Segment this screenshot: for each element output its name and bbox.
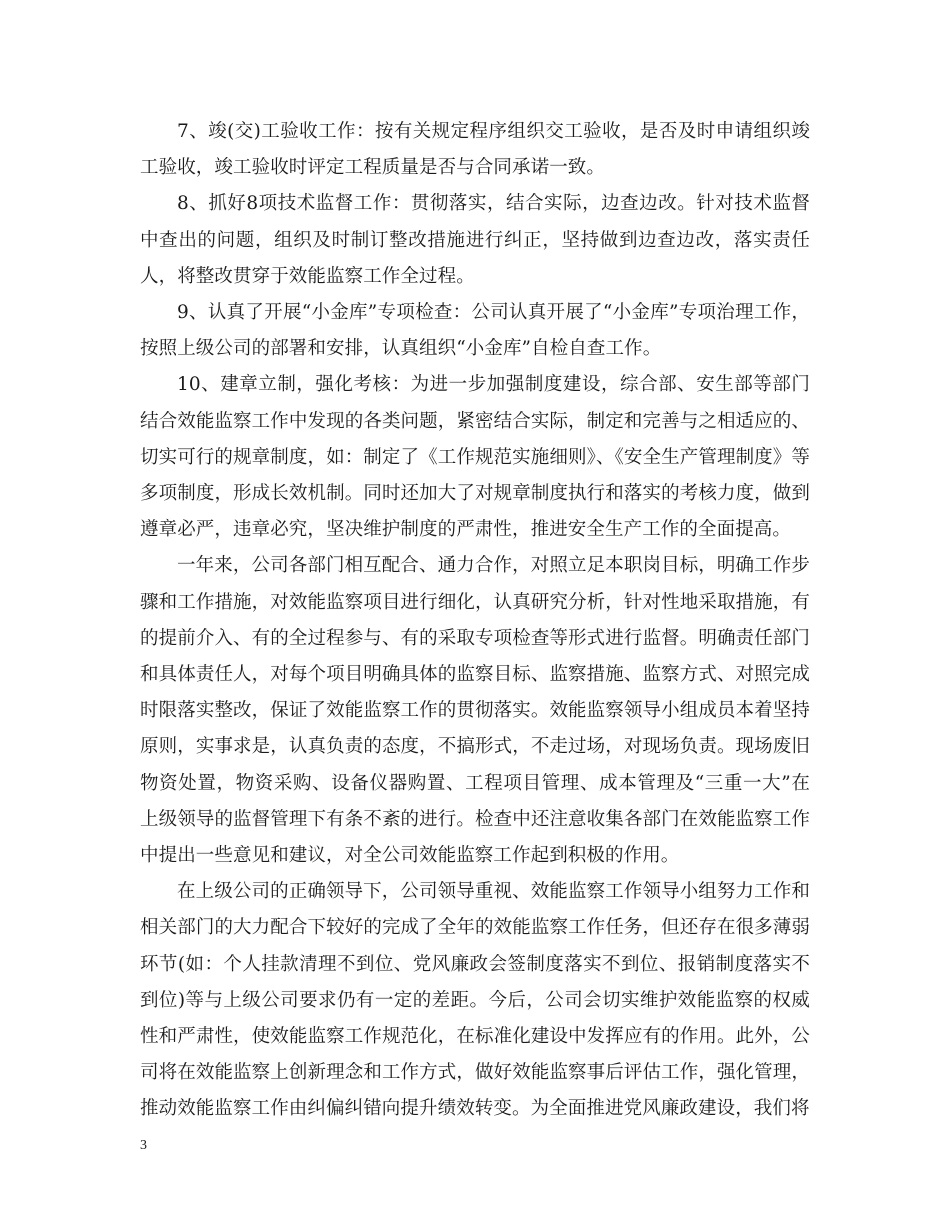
paragraph-item-8: 8、抓好8项技术监督工作：贯彻落实，结合实际，边查边改。针对技术监督中查出的问题，组织及时制订整改措施进行纠正，坚持做到边查边改，落实责任人，将整改贯穿于效能监察工作全过程。	[140, 193, 810, 287]
page-number: 3	[140, 1138, 147, 1153]
paragraph-item-9: 9、认真了开展“小金库”专项检查：公司认真开展了“小金库”专项治理工作，按照上级公司的部署和安排，认真组织“小金库”自检自查工作。	[140, 302, 810, 360]
paragraph-item-7: 7、竣(交)工验收工作：按有关规定程序组织交工验收，是否及时申请组织竣工验收，竣工验收时评定工程质量是否与合同承诺一致。	[140, 121, 810, 179]
paragraph-outlook: 在上级公司的正确领导下，公司领导重视、效能监察工作领导小组努力工作和相关部门的大力配合下较好的完成了全年的效能监察工作任务，但还存在很多薄弱环节(如：个人挂款清理不到位、党风廉政会签制度落实不到位、报销制度落实不到位)等与上级公司要求仍有一定的差距。今后，公司会切实维护效能监察的权威性和严肃性，使效能监察工作规范化，在标准化建设中发挥应有的作用。此外，公司将在效能监察上创新理念和工作方式，做好效能监察事后评估工作，强化管理，推动效能监察工作由纠偏纠错向提升绩效转变。为全面推进党风廉政建设，我们将	[140, 881, 810, 1120]
document-body	[140, 114, 810, 1128]
paragraph-item-10: 10、建章立制，强化考核：为进一步加强制度建设，综合部、安生部等部门结合效能监察工作中发现的各类问题，紧密结合实际，制定和完善与之相适应的、切实可行的规章制度，如：制定了《工作规范实施细则》、《安全生产管理制度》等多项制度，形成长效机制。同时还加大了对规章制度执行和落实的考核力度，做到遵章必严，违章必究，坚决维护制度的严肃性，推进安全生产工作的全面提高。	[140, 374, 810, 541]
paragraph-year-summary: 一年来，公司各部门相互配合、通力合作，对照立足本职岗目标，明确工作步骤和工作措施，对效能监察项目进行细化，认真研究分析，针对性地采取措施，有的提前介入、有的全过程参与、有的采取专项检查等形式进行监督。明确责任部门和具体责任人，对每个项目明确具体的监察目标、监察措施、监察方式、对照完成时限落实整改，保证了效能监察工作的贯彻落实。效能监察领导小组成员本着坚持原则，实事求是，认真负责的态度，不搞形式，不走过场，对现场负责。现场废旧物资处置，物资采购、设备仪器购置、工程项目管理、成本管理及“三重一大”在上级领导的监督管理下有条不紊的进行。检查中还注意收集各部门在效能监察工作中提出一些意见和建议，对全公司效能监察工作起到积极的作用。	[140, 555, 810, 867]
